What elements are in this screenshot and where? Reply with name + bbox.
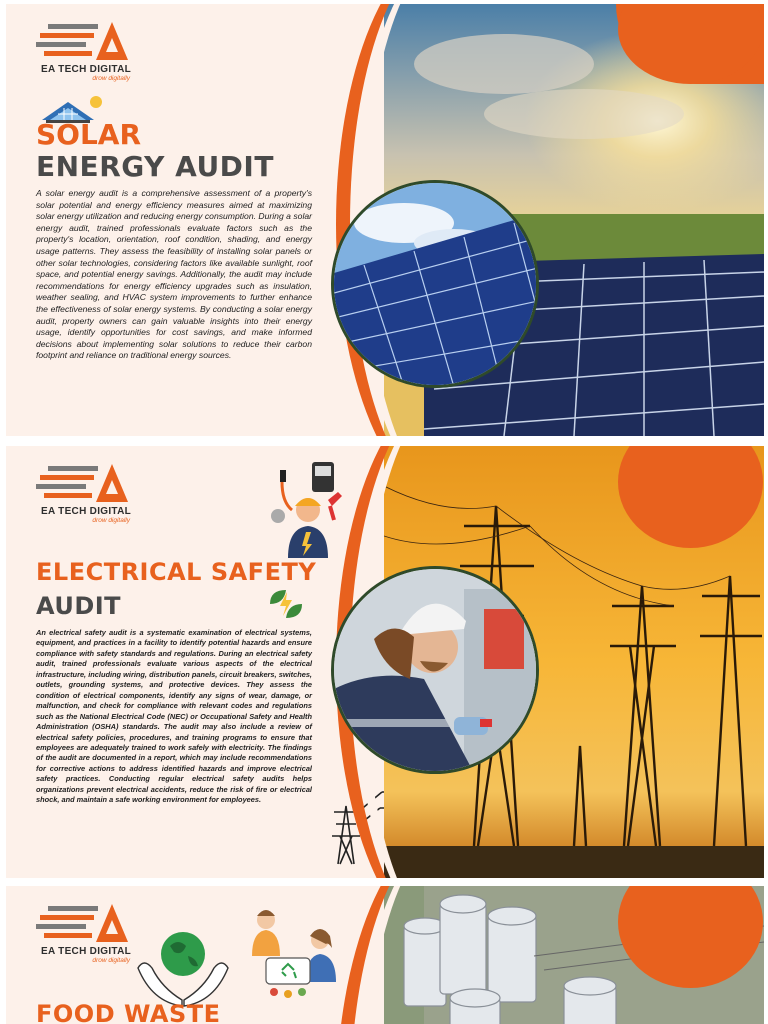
- section-title-line1: FOOD WASTE: [36, 1000, 221, 1024]
- section-body-text: An electrical safety audit is a systematic examination of electrical systems, equipment, and practices in a facility to identify potential hazards and ensure compliance with safety standards and regulations. During an electrical safety audit, trained professionals evaluate various aspects of the electrical infrastructure, including wiring, distribution panels, circuit breakers, switches, outlets, grounding systems, and protective devices. They assess the condition of electrical components, identify any signs of wear, damage, or malfunction, and check for compliance with relevant codes and regulations such as the National Electrical Code (NEC) or Occupational Safety and Health Administration (OSHA) standards. The audit may also include a review of electrical safety policies, procedures, and training programs to ensure that employees are adequately trained to work safely with electricity. The findings of the audit are documented in a report, which may include recommendations for corrective actions to address identified hazards and improve electrical safety practices. Conducting regular electrical safety audits helps organizations prevent electrical accidents, reduce the risk of fire or electrical shock, and maintain a safe working environment for employees.: [36, 628, 312, 805]
- brand-name: EA TECH DIGITAL: [40, 506, 132, 517]
- food-waste-card: [6, 886, 764, 1024]
- brand-tagline: drow digitally: [92, 517, 130, 524]
- ea-logo-mark-icon: [36, 18, 128, 62]
- section-title-line1: ELECTRICAL SAFETY: [36, 558, 317, 586]
- solar-panel-round-photo: [331, 180, 539, 388]
- solar-audit-card: [6, 4, 764, 436]
- cream-swoosh: [354, 886, 564, 1024]
- ea-logo-mark-icon: [36, 460, 128, 504]
- electrician-round-photo: [331, 566, 539, 774]
- brand-name: EA TECH DIGITAL: [40, 946, 132, 957]
- brand-tagline: drow digitally: [92, 957, 130, 964]
- electrician-icon: [268, 460, 348, 560]
- earth-hands-icon: [134, 928, 232, 1008]
- brand-tagline: drow digitally: [92, 75, 130, 82]
- section-title-line2: ENERGY AUDIT: [36, 150, 274, 183]
- brand-logo: [36, 900, 136, 964]
- section-body-text: A solar energy audit is a comprehensive assessment of a property's solar potential and energy efficiency measures aimed at maximizing solar energy utilization and reducing energy consumption. During a solar energy audit, trained professionals evaluate factors such as the property's location, orientation, roof condition, shading, and energy usage patterns. They assess the feasibility of installing solar panels or other solar technologies, considering factors like available sunlight, roof space, and potential energy savings. Additionally, the audit may include recommendations for energy efficiency upgrades such as insulation, weather sealing, and HVAC system improvements to further enhance the effectiveness of solar energy systems. By conducting a solar energy audit, property owners can gain valuable insights into their energy usage, identify opportunities for cost savings, and make informed decisions about implementing solar solutions to reduce their carbon footprint and reliance on traditional energy sources.: [36, 188, 312, 361]
- brand-logo: [36, 18, 136, 82]
- ea-logo-mark-icon: [36, 900, 128, 944]
- brand-logo: [36, 460, 136, 524]
- recycling-people-icon: [242, 906, 352, 1000]
- brand-name: EA TECH DIGITAL: [40, 64, 132, 75]
- electrical-audit-card: [6, 446, 764, 878]
- section-title-line1: SOLAR: [36, 118, 142, 151]
- eco-energy-icon: [266, 586, 306, 622]
- section-title-line2: AUDIT: [36, 592, 122, 620]
